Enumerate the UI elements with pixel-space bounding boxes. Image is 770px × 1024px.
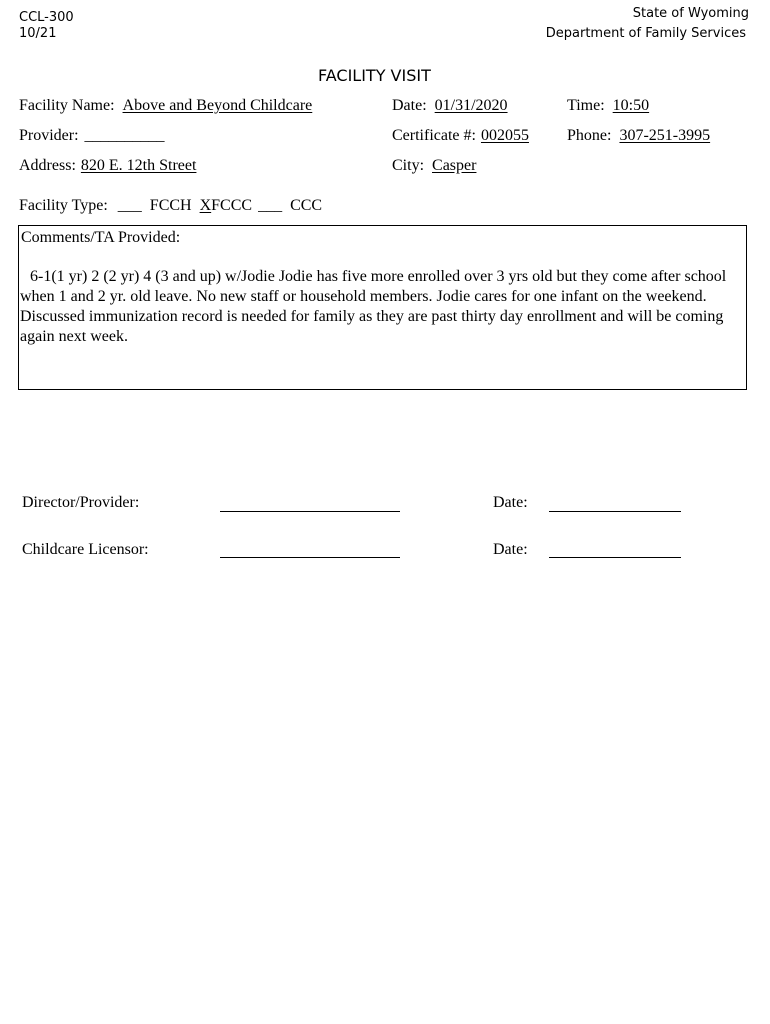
facility-name-row — [19, 97, 312, 115]
facility-type-row — [19, 197, 322, 215]
city-row — [392, 157, 476, 175]
director-date-line — [549, 511, 681, 512]
page-title: FACILITY VISIT — [318, 66, 431, 85]
director-provider-label: Director/Provider: — [22, 494, 140, 511]
licensor-date-label: Date: — [493, 541, 528, 558]
facility-type-label: Facility Type: — [19, 197, 108, 214]
date-label: Date: — [392, 97, 427, 114]
comments-text: 6-1(1 yr) 2 (2 yr) 4 (3 and up) w/Jodie Jodie has five more enrolled over 3 yrs old but they come after school when 1 and 2 yr. old leave. No new staff or household members. Jodie cares for one infant on the weekend. Discussed immunization record is needed for family as they are past thirty day enrollment and will be coming again next week. — [20, 268, 727, 345]
city-label: City: — [392, 157, 425, 174]
comments-header: Comments/TA Provided: — [21, 229, 181, 246]
certificate-label: Certificate #: — [392, 127, 476, 144]
address-label: Address: — [19, 157, 76, 174]
form-id: CCL-300 — [19, 10, 74, 25]
address-value: 820 E. 12th Street — [80, 157, 197, 174]
licensor-date-line — [549, 557, 681, 558]
director-signature-line — [220, 511, 400, 512]
time-label: Time: — [567, 97, 605, 114]
certificate-row — [392, 127, 529, 145]
form-revision: 10/21 — [19, 26, 57, 41]
city-value: Casper — [432, 157, 477, 174]
time-value: 10:50 — [612, 97, 650, 114]
phone-label: Phone: — [567, 127, 612, 144]
provider-label: Provider: — [19, 127, 79, 144]
facility-name-value: Above and Beyond Childcare — [122, 97, 313, 114]
address-row — [19, 157, 196, 175]
director-date-label: Date: — [493, 494, 528, 511]
agency-state: State of Wyoming — [632, 6, 749, 21]
provider-row — [19, 127, 165, 145]
facility-type-selected-mark: X — [199, 197, 212, 214]
facility-type-blank-ccc: ___ — [258, 197, 283, 214]
comments-box — [18, 225, 747, 390]
facility-type-fccc: FCCC — [211, 197, 253, 214]
provider-value: __________ — [84, 127, 165, 144]
childcare-licensor-label: Childcare Licensor: — [22, 541, 149, 558]
facility-type-fcch: FCCH — [149, 197, 192, 214]
date-row — [392, 97, 508, 115]
date-value: 01/31/2020 — [434, 97, 508, 114]
facility-type-ccc: CCC — [290, 197, 323, 214]
phone-row — [567, 127, 710, 145]
phone-value: 307-251-3995 — [619, 127, 711, 144]
certificate-value: 002055 — [480, 127, 529, 144]
time-row — [567, 97, 649, 115]
licensor-signature-line — [220, 557, 400, 558]
agency-department: Department of Family Services — [545, 26, 746, 41]
facility-type-blank-fcch: ___ — [117, 197, 142, 214]
facility-name-label: Facility Name: — [19, 97, 115, 114]
